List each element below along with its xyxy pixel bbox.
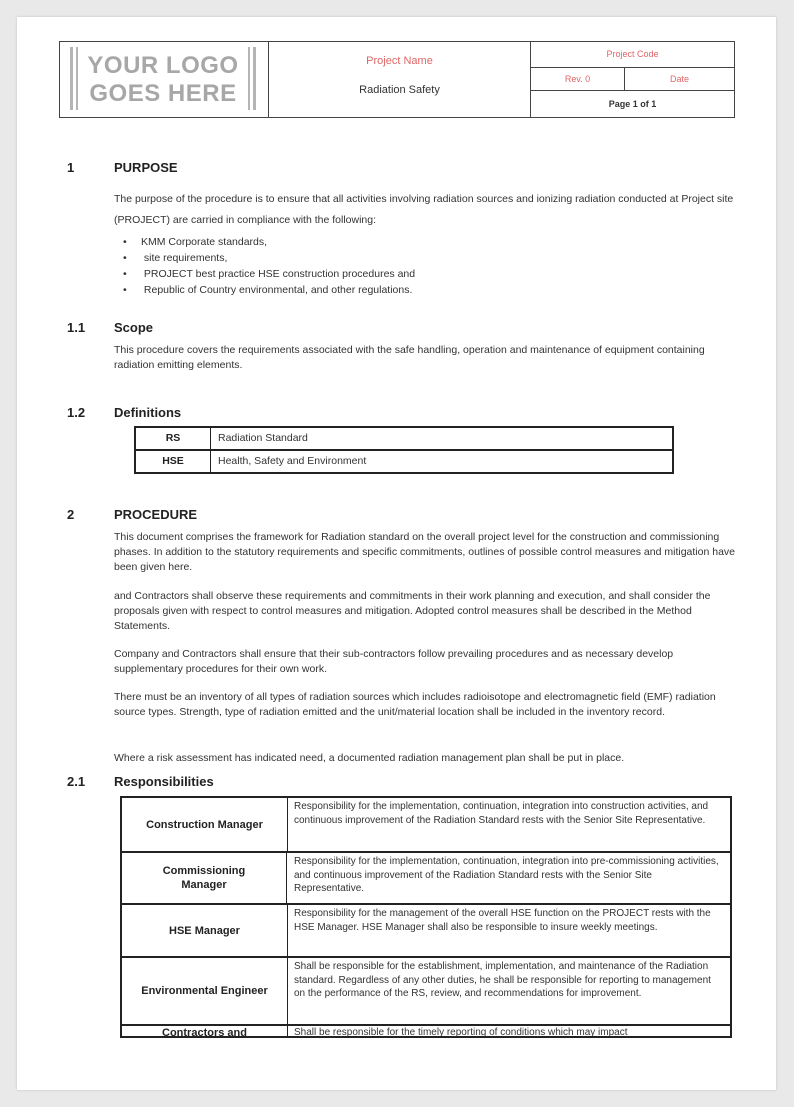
table-row: [122, 903, 730, 956]
bullet-item: [123, 282, 412, 298]
table-row: [122, 798, 730, 851]
bullet-icon: •: [123, 268, 127, 280]
project-cell: [269, 42, 531, 117]
section-2-paragraph: Where a risk assessment has indicated need, a documented radiation management plan shall be put in place.: [114, 752, 625, 764]
logo-line-2: GOES HERE: [89, 80, 237, 107]
definition-text: Radiation Standard: [218, 432, 308, 444]
section-2-title: PROCEDURE: [114, 507, 198, 522]
section-2-paragraph: and Contractors shall observe these requirements and commitments in their work planning and execution, and shall consider the proposals given with respect to control measures and mitigation. Adopted control measures shall be described in the Method Statements.: [114, 590, 711, 632]
definition-term: HSE: [136, 451, 211, 472]
bullet-icon: •: [123, 252, 127, 264]
section-2-1-title: Responsibilities: [114, 774, 214, 789]
responsibilities-table: [120, 796, 732, 1038]
bullet-item: [123, 234, 267, 250]
section-1-title: PURPOSE: [114, 160, 178, 175]
bullet-text: PROJECT best practice HSE construction procedures and: [141, 268, 416, 280]
table-row: [136, 449, 672, 472]
bullet-icon: •: [123, 284, 127, 296]
responsibility-cell: Shall be responsible for the establishment, implementation, and maintenance of the Radiation standard. Regardless of any other duties, he shall be responsible for reporting to management on the performance of the RS, review, and recommendations for improvement.: [294, 961, 711, 999]
table-row: [122, 1024, 730, 1038]
table-row: [122, 956, 730, 1024]
section-1-1-title: Scope: [114, 320, 154, 335]
section-2-1-number: 2.1: [67, 774, 86, 789]
section-1-number: 1: [67, 160, 75, 175]
role-cell: Construction Manager: [122, 798, 288, 851]
section-2-paragraph: There must be an inventory of all types of radiation sources which includes radioisotope and electromagnetic field (EMF) radiation source types. Strength, type of radiation emitted and the unit/material location shall be included in the inventory record.: [114, 691, 716, 718]
document-header: [59, 41, 735, 118]
company-logo: [68, 47, 258, 110]
responsibility-cell: Shall be responsible for the timely reporting of conditions which may impact: [294, 1027, 628, 1038]
section-1-2-title: Definitions: [114, 405, 182, 420]
document-title: Radiation Safety: [359, 84, 440, 96]
responsibility-cell: Responsibility for the implementation, continuation, integration into construction activities, and continuous improvement of the Radiation Standard rests with the Senior Site Representative.: [294, 801, 709, 826]
logo-cell: [60, 42, 269, 117]
bullet-item: [123, 250, 227, 266]
section-1-1-text: This procedure covers the requirements associated with the safe handling, operation and maintenance of equipment containing radiation emitting elements.: [114, 344, 705, 371]
page-number: Page 1 of 1: [608, 99, 657, 109]
revision-row: [531, 68, 734, 91]
logo-line-1: YOUR LOGO: [87, 52, 239, 79]
project-code: Project Code: [531, 42, 734, 68]
section-2-paragraph: Company and Contractors shall ensure that their sub-contractors follow prevailing procedures and as necessary develop supplementary procedures for their own work.: [114, 648, 674, 675]
definition-term: RS: [136, 428, 211, 449]
section-1-intro: The purpose of the procedure is to ensure that all activities involving radiation sources and ionizing radiation conducted at Project site (PROJECT) are carried in compliance with the following:: [114, 193, 734, 226]
section-1-2-number: 1.2: [67, 405, 86, 420]
section-2-paragraph: This document comprises the framework for Radiation standard on the overall project level for the construction and commissioning phases. In addition to the statutory requirements and specific commitments, outlines of possible control measures and mitigation have been given here.: [114, 531, 735, 573]
code-cell: [531, 42, 734, 117]
role-cell: HSE Manager: [122, 905, 288, 956]
bullet-text: site requirements,: [141, 252, 228, 264]
section-2-number: 2: [67, 507, 75, 522]
document-page: [17, 17, 776, 1090]
responsibility-cell: Responsibility for the management of the overall HSE function on the PROJECT rests with the HSE Manager. HSE Manager shall also be responsible to insure weekly meetings.: [294, 908, 711, 933]
role-cell: Environmental Engineer: [122, 958, 288, 1024]
date: Date: [669, 74, 689, 84]
revision: Rev. 0: [531, 68, 625, 90]
role-cell: Contractors and: [122, 1026, 288, 1038]
definition-text: Health, Safety and Environment: [218, 455, 367, 467]
role-cell: Commissioning Manager: [122, 853, 287, 903]
bullet-icon: •: [123, 236, 127, 248]
table-row: [122, 851, 730, 903]
bullet-item: [123, 266, 415, 282]
responsibility-cell: Responsibility for the implementation, continuation, integration into pre-commissioning activities, and continuous improvement of the Radiation Standard rests with the Senior Site Representative.: [294, 856, 719, 894]
definitions-table: [134, 426, 674, 474]
project-name: Project Name: [366, 55, 433, 67]
table-row: [136, 428, 672, 449]
section-1-1-number: 1.1: [67, 320, 86, 335]
bullet-text: KMM Corporate standards,: [141, 236, 268, 248]
bullet-text: Republic of Country environmental, and other regulations.: [141, 284, 413, 296]
